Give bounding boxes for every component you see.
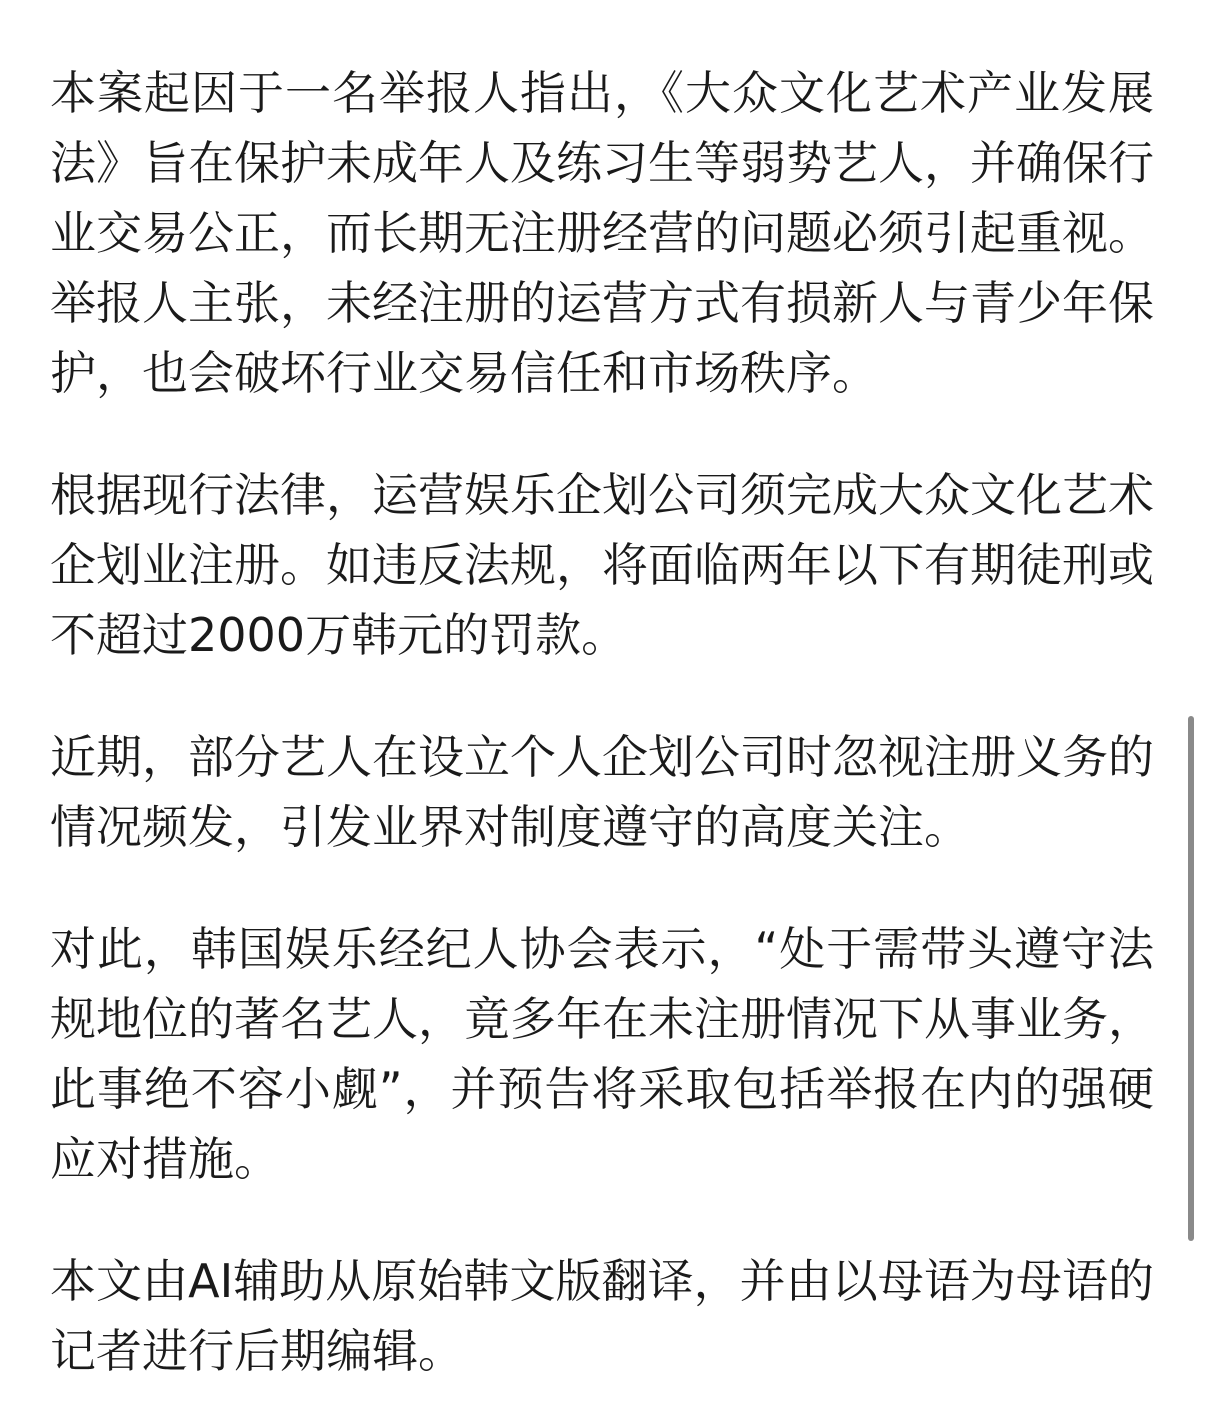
vertical-scrollbar[interactable]: [1188, 716, 1194, 1241]
article-body: [50, 58, 1154, 1386]
paragraph-association-statement: 对此，韩国娱乐经纪人协会表示，“处于需带头遵守法规地位的著名艺人，竟多年在未注册情况下从事业务，此事绝不容小觑”，并预告将采取包括举报在内的强硬应对措施。: [50, 922, 1154, 1186]
paragraph-translation-note: 本文由AI辅助从原始韩文版翻译，并由以母语为母语的记者进行后期编辑。: [50, 1254, 1154, 1378]
paragraph-legal-requirement: 根据现行法律，运营娱乐企划公司须完成大众文化艺术企划业注册。如违反法规，将面临两年以下有期徒刑或不超过2000万韩元的罚款。: [50, 468, 1154, 662]
scrollbar-thumb[interactable]: [1188, 716, 1194, 1241]
paragraph-recent-cases: 近期，部分艺人在设立个人企划公司时忽视注册义务的情况频发，引发业界对制度遵守的高度关注。: [50, 730, 1154, 854]
paragraph-report-origin: 本案起因于一名举报人指出，《大众文化艺术产业发展法》旨在保护未成年人及练习生等弱势艺人，并确保行业交易公正，而长期无注册经营的问题必须引起重视。举报人主张，未经注册的运营方式有损新人与青少年保护，也会破坏行业交易信任和市场秩序。: [50, 66, 1154, 400]
